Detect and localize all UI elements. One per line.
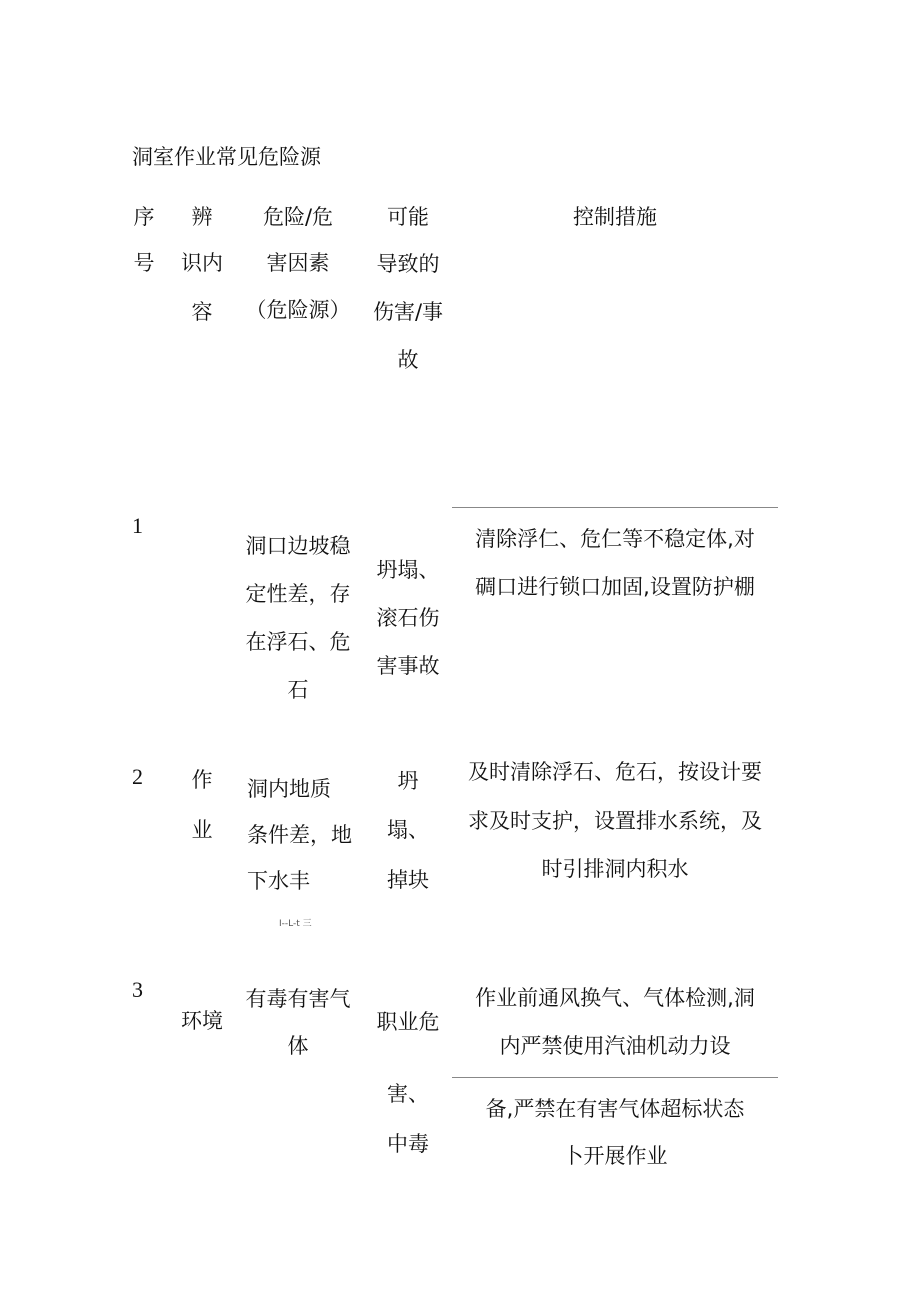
row-harm-line: 中毒 (387, 1132, 429, 1156)
row-control-line: 内严禁使用汽油机动力设 (499, 1034, 731, 1058)
row-harm-line: 职业危 (376, 1010, 440, 1034)
row-hazard-line: 定性差，存 (245, 582, 351, 606)
row-control-line: 时引排洞内积水 (541, 857, 689, 881)
row-harm-line: 害事故 (376, 654, 440, 678)
header-hazard-line-1: 危险/危 (262, 205, 334, 229)
row-harm-line: 坍 (397, 769, 419, 793)
document-title: 洞室作业常见危险源 (132, 145, 321, 169)
header-hazard-line-3: （危险源） (245, 298, 351, 322)
header-item-line-1: 辨 (191, 205, 213, 229)
row-control-line: 清除浮仁、危仁等不稳定体,对 (475, 527, 755, 551)
row-harm-line: 滚石伤 (376, 606, 440, 630)
header-seq-line-2: 号 (133, 251, 155, 275)
row-control-line: 备,严禁在有害气体超标状态 (485, 1097, 745, 1121)
row-harm-line: 坍塌、 (376, 558, 440, 582)
row-hazard-line: 石 (287, 678, 309, 702)
header-harm-line-1: 可能 (387, 205, 429, 229)
row-control-line: 作业前通风换气、气体检测,洞 (475, 986, 755, 1010)
row-seq: 3 (132, 977, 143, 1002)
header-seq-line-1: 序 (133, 205, 155, 229)
header-harm-line-2: 导致的 (376, 252, 440, 276)
row-harm-line: 掉块 (387, 868, 429, 892)
row-hazard-line: 在浮石、危 (245, 630, 351, 654)
row-seq: 1 (132, 513, 143, 538)
row-hazard-line: 下水丰 (247, 869, 310, 893)
row-harm-line: 塌、 (387, 818, 429, 842)
row-seq: 2 (132, 764, 143, 789)
header-item-line-2: 识内 (181, 251, 223, 275)
row-harm-line: 害、 (387, 1082, 429, 1106)
row-hazard-line: 有毒有害气 (245, 987, 351, 1011)
table-rule (452, 1077, 778, 1078)
row-hazard-note: I--L-t 三 (279, 919, 312, 929)
row-item-line: 业 (191, 818, 213, 842)
row-hazard-line: 洞口边坡稳 (245, 534, 351, 558)
header-item-line-3: 容 (191, 300, 213, 324)
row-control-line: 及时清除浮石、危石，按设计要 (468, 760, 762, 784)
table-rule (452, 507, 778, 508)
row-hazard-line: 体 (287, 1034, 309, 1058)
row-item-line: 作 (191, 768, 213, 792)
row-control-line: 求及时支护，设置排水系统，及 (468, 809, 762, 833)
row-item-line: 环境 (181, 1009, 223, 1033)
row-hazard-line: 条件差，地 (247, 823, 352, 847)
row-control-line: 碉口进行锁口加固,设置防护棚 (475, 575, 755, 599)
row-hazard-line: 洞内地质 (247, 777, 331, 801)
row-control-line: 卜开展作业 (562, 1144, 668, 1168)
header-control: 控制措施 (573, 205, 657, 229)
header-harm-line-4: 故 (397, 348, 419, 372)
header-hazard-line-2: 害因素 (266, 251, 330, 275)
header-harm-line-3: 伤害/事 (372, 300, 444, 324)
